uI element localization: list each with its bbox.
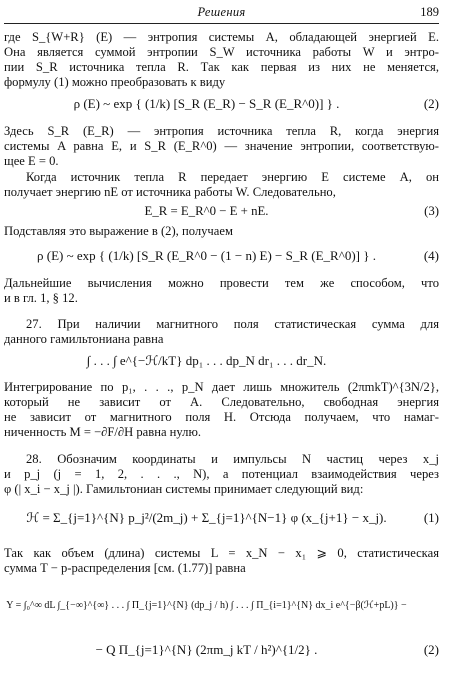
equation-expression: ℋ = Σ_{j=1}^{N} p_j²/(2m_j) + Σ_{j=1}^{N−1} φ (x_{j+1} − x_j). bbox=[26, 510, 387, 525]
equation-expression: E_R = E_R^0 − E + nE. bbox=[144, 204, 269, 218]
text-line: ниченность M = −∂F/∂H равна нулю. bbox=[4, 425, 202, 439]
equation-expression: − Q Π_{j=1}^{N} (2πm_j kT / h²)^{1/2} . bbox=[95, 642, 318, 657]
text-line: щее E = 0. bbox=[4, 154, 59, 168]
equation-number: (4) bbox=[423, 248, 439, 263]
equation-expression: ρ (E) ~ exp { (1/k) [S_R (E_R) − S_R (E_R^0)] } . bbox=[73, 96, 340, 111]
text-line: и в гл. 1, § 12. bbox=[4, 291, 78, 305]
equation-number: (2) bbox=[423, 96, 439, 111]
text-line: Подставляя это выражение в (2), получаем bbox=[4, 224, 233, 238]
text-line: сумма T − p-распределения [см. (1.77)] равна bbox=[4, 561, 246, 575]
equation-number: (3) bbox=[424, 204, 439, 218]
text-line: системы A равна E, и S_R (E_R^0) — значение энтропии, соответствую- bbox=[4, 139, 439, 153]
text-line: где S_{W+R} (E) — энтропия системы A, обладающей энергией E. bbox=[4, 30, 439, 44]
text-line: Интегрирование по p₁, . . ., p_N дает лишь множитель (2πmkT)^{3N/2}, bbox=[4, 380, 439, 394]
text-line: Дальнейшие вычисления можно провести тем же способом, что bbox=[4, 276, 439, 290]
page-header bbox=[4, 5, 439, 24]
page-number: 189 bbox=[420, 5, 439, 19]
text-line: Когда источник тепла R передает энергию E системе A, он bbox=[26, 170, 439, 184]
text-line: Здесь S_R (E_R) — энтропия источника тепла R, когда энергия bbox=[4, 124, 439, 138]
text-line: Так как объем (длина) системы L = x_N − x₁ ⩾ 0, статистическая bbox=[4, 546, 439, 560]
text-line: φ (| x_i − x_j |). Гамильтониан системы принимает следующий вид: bbox=[4, 482, 364, 496]
text-line: Она является суммой энтропии S_W источника работы W и энтро- bbox=[4, 45, 439, 59]
equation-expression: Y = ∫₀^∞ dL ∫_{−∞}^{∞} . . . ∫ Π_{j=1}^{N} (dp_j / h) ∫ . . . ∫ Π_{i=1}^{N} dx_i e^{−β(ℋ+pL)} − bbox=[6, 600, 407, 611]
equation-expression: ρ (E) ~ exp { (1/k) [S_R (E_R^0 − (1 − n) E) − S_R (E_R^0)] } . bbox=[37, 248, 376, 263]
text-line: который не зависит от A. Следовательно, свободная энергия bbox=[4, 395, 439, 409]
text-line: 28. Обозначим координаты и импульсы N частиц через x_j bbox=[26, 452, 439, 466]
text-line: и p_j (j = 1, 2, . . ., N), а потенциал взаимодействия через bbox=[4, 467, 439, 481]
text-line: получает энергию nE от источника работы W. Следовательно, bbox=[4, 185, 336, 199]
running-head: Решения bbox=[197, 5, 246, 19]
text-line: 27. При наличии магнитного поля статистическая сумма для bbox=[26, 317, 439, 331]
text-line: данного гамильтониана равна bbox=[4, 332, 164, 346]
text-line: пии S_R источника тепла R. Так как первая из них не меняется, bbox=[4, 60, 439, 74]
text-line: формулу (1) можно преобразовать к виду bbox=[4, 75, 226, 89]
equation-number: (1) bbox=[423, 510, 439, 525]
equation-expression: ∫ . . . ∫ e^{−ℋ/kT} dp₁ . . . dp_N dr₁ . . . dr_N. bbox=[86, 353, 327, 368]
text-line: не зависит от магнитного поля H. Отсюда получаем, что намаг- bbox=[4, 410, 439, 424]
equation-number: (2) bbox=[423, 642, 439, 657]
page-body bbox=[4, 30, 439, 692]
